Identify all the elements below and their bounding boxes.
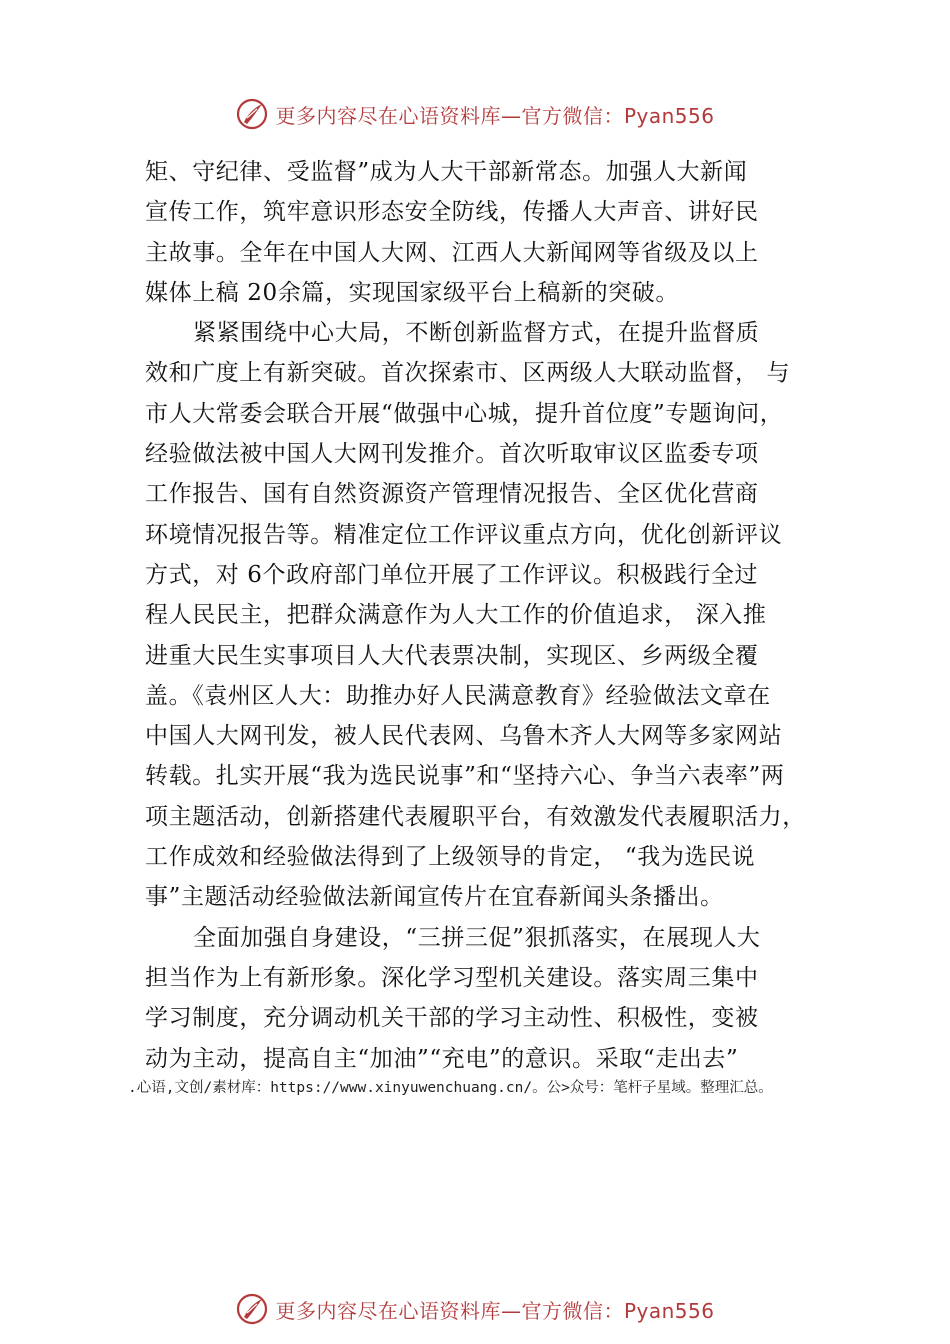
header-banner: [0, 94, 950, 134]
body-line: 动为主动，提高自主“加油”“充电”的意识。采取“走出去”: [145, 1045, 739, 1072]
body-line: 全面加强自身建设，“三拼三促”狠抓落实，在展现人大: [193, 924, 761, 951]
body-line: 学习制度，充分调动机关干部的学习主动性、积极性，变被: [145, 1005, 759, 1032]
body-line: 经验做法被中国人大网刊发推介。首次听取审议区监委专项: [145, 441, 759, 468]
document-body: [145, 152, 825, 1079]
brush-logo-icon: [235, 1292, 269, 1326]
body-line: 盖。《袁州区人大：助推办好人民满意教育》经验做法文章在: [145, 682, 771, 709]
source-note: .心语,文创/素材库：https://www.xinyuwenchuang.cn/。公>众号：笔杆子星域。整理汇总。: [128, 1080, 773, 1096]
banner-text: 更多内容尽在心语资料库—官方微信：Pyan556: [275, 103, 715, 128]
body-line: 环境情况报告等。精准定位工作评议重点方向，优化创新评议: [145, 521, 783, 548]
body-line: 中国人大网刊发，被人民代表网、乌鲁木齐人大网等多家网站: [145, 723, 783, 750]
body-line: 工作报告、国有自然资源资产管理情况报告、全区优化营商: [145, 481, 759, 508]
body-line: 工作成效和经验做法得到了上级领导的肯定， “我为选民说: [145, 844, 756, 871]
body-line: 矩、守纪律、受监督”成为人大干部新常态。加强人大新闻: [145, 159, 748, 185]
body-line: 转载。扎实开展“我为选民说事”和“坚持六心、争当六表率”两: [145, 763, 785, 790]
body-line: 媒体上稿 20余篇，实现国家级平台上稿新的突破。: [145, 279, 679, 306]
body-line: 方式，对 6个政府部门单位开展了工作评议。积极践行全过: [145, 561, 759, 588]
body-line: 效和广度上有新突破。首次探索市、区两级人大联动监督， 与: [145, 360, 791, 387]
body-line: 主故事。全年在中国人大网、江西人大新闻网等省级及以上: [145, 239, 759, 266]
body-line: 担当作为上有新形象。深化学习型机关建设。落实周三集中: [145, 964, 759, 991]
body-line: 市人大常委会联合开展“做强中心城，提升首位度”专题询问，: [145, 400, 784, 427]
body-line: 事”主题活动经验做法新闻宣传片在宜春新闻头条播出。: [145, 884, 724, 911]
banner-text: 更多内容尽在心语资料库—官方微信：Pyan556: [275, 1298, 715, 1323]
body-line: 程人民民主，把群众满意作为人大工作的价值追求， 深入推: [145, 602, 767, 629]
body-line: 宣传工作，筑牢意识形态安全防线，传播人大声音、讲好民: [145, 199, 759, 226]
body-line: 紧紧围绕中心大局，不断创新监督方式，在提升监督质: [193, 320, 760, 347]
footer-banner: [0, 1289, 950, 1329]
brush-logo-icon: [235, 97, 269, 131]
body-line: 项主题活动，创新搭建代表履职平台，有效激发代表履职活力，: [145, 803, 806, 830]
body-line: 进重大民生实事项目人大代表票决制，实现区、乡两级全覆: [145, 642, 759, 669]
